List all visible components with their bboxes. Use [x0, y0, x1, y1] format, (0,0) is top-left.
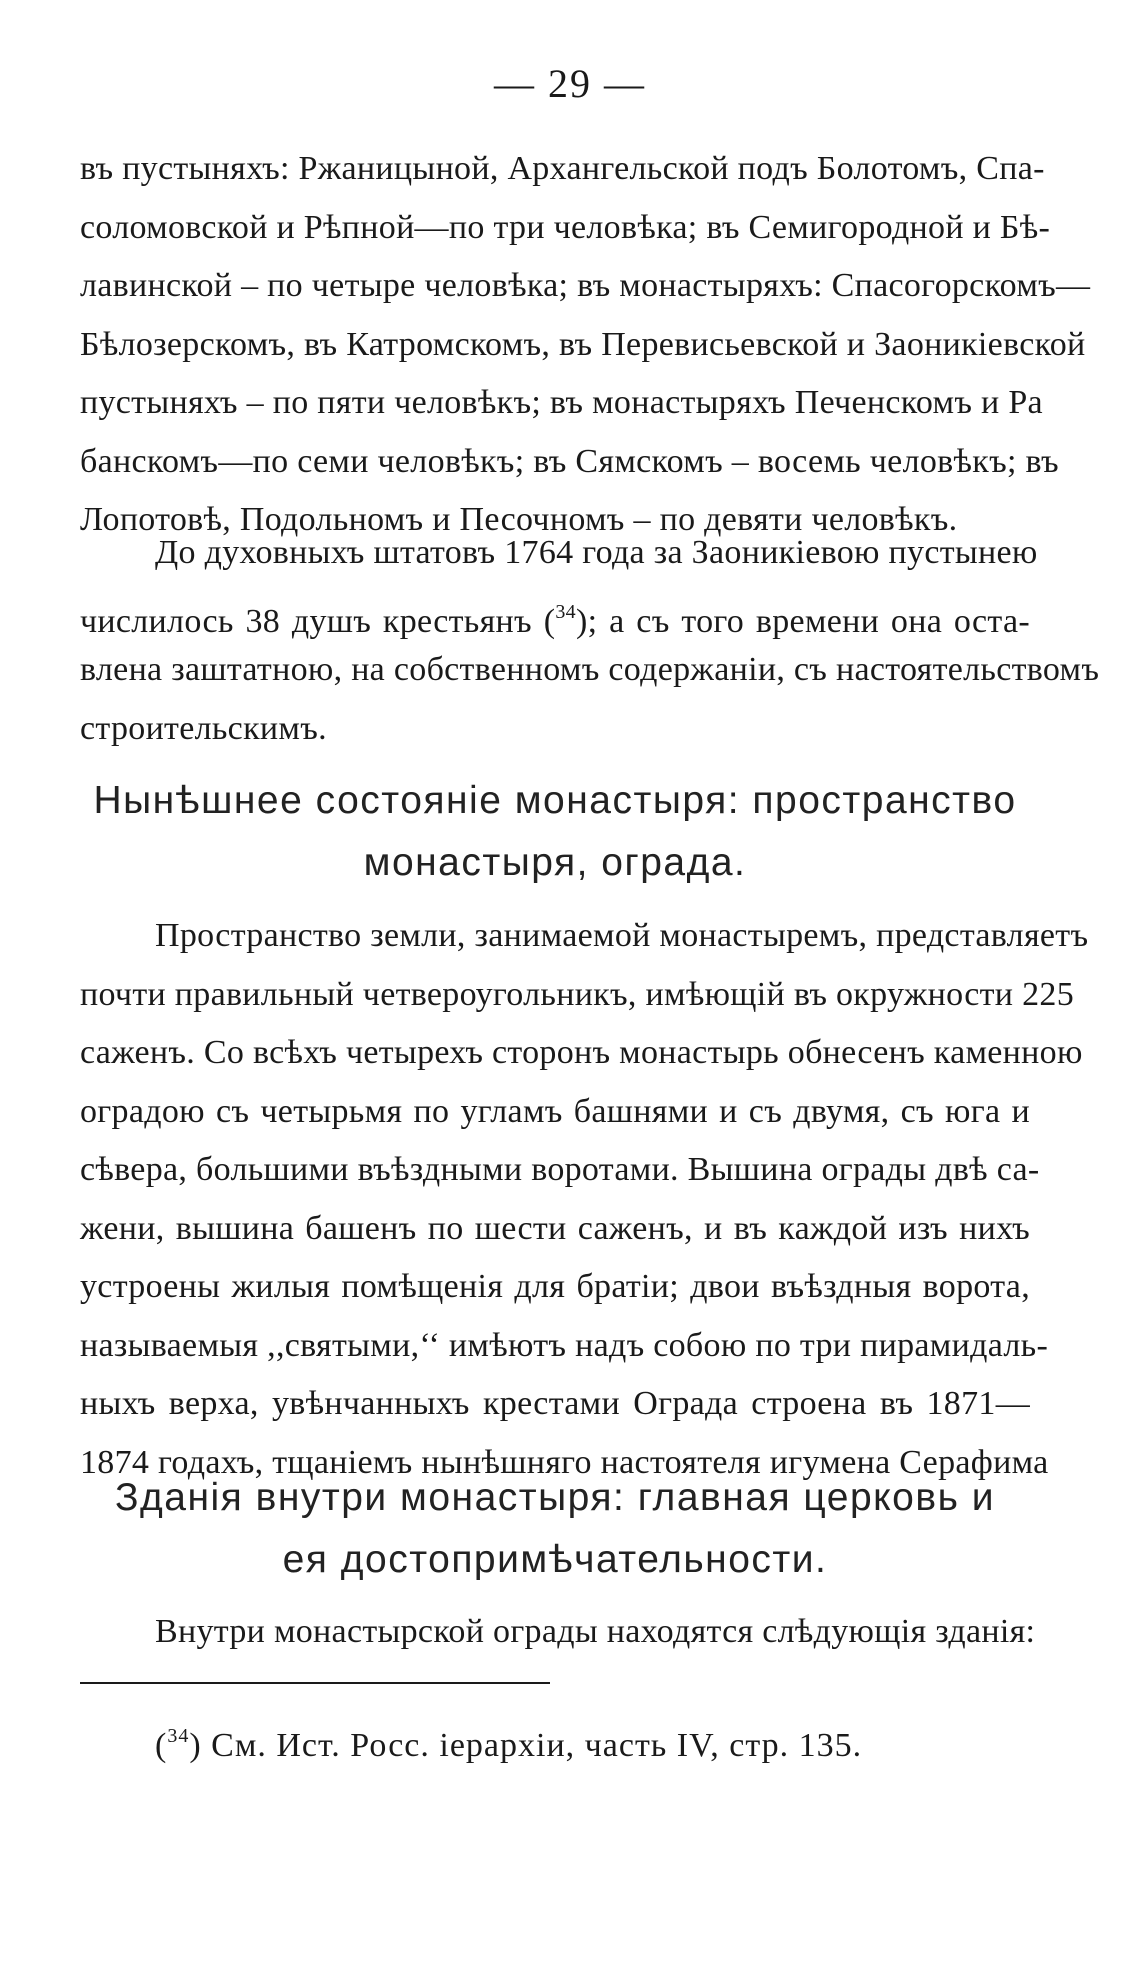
- footnote-paren-open: (: [155, 1727, 168, 1764]
- footnote-ref-number: 34: [555, 600, 576, 623]
- text-line: въ пустыняхъ: Ржаницыной, Архангельской подъ Болотомъ, Спа-: [80, 150, 1045, 187]
- heading-line: Зданія внутри монастыря: главная церковь и: [114, 1476, 996, 1519]
- text-line: строительскимъ.: [80, 709, 327, 747]
- text-line: Пространство земли, занимаемой монастыремъ, представляетъ: [155, 917, 1089, 954]
- text-line: устроены жилыя помѣщенія для братіи; двои въѣздныя ворота,: [80, 1268, 1030, 1305]
- heading-line: Нынѣшнее состояніе монастыря: пространство: [93, 779, 1017, 822]
- text-line: почти правильный четвероугольникъ, имѣющій въ окружности 225: [80, 975, 1075, 1013]
- text-line: Внутри монастырской ограды находятся слѣдующія зданія:: [155, 1613, 1036, 1650]
- text-line: сѣвера, большими въѣздными воротами. Вышина ограды двѣ са-: [80, 1151, 1040, 1188]
- footnote-reference: [555, 600, 576, 640]
- text-line: жени, вышина башенъ по шести саженъ, и въ каждой изъ нихъ: [80, 1209, 1030, 1247]
- text-line: Лопотовѣ, Подольномъ и Песочномъ – по девяти человѣкъ.: [80, 501, 958, 538]
- footnote-marker: [155, 1727, 202, 1764]
- text-line: оградою съ четырьмя по угламъ башнями и съ двумя, съ юга и: [80, 1092, 1030, 1130]
- text-line: Бѣлозерскомъ, въ Катромскомъ, въ Перевисьевской и Заоникіевской: [80, 325, 1086, 363]
- section-heading-buildings: [60, 1467, 1050, 1591]
- paragraph-monastery-space: [80, 907, 1089, 1492]
- heading-line: монастыря, ограда.: [363, 841, 747, 884]
- footnote-text: См. Ист. Росс. іерархіи, часть IV, стр. 135.: [211, 1727, 863, 1764]
- text-line: пустыняхъ – по пяти человѣкъ; въ монастыряхъ Печенскомъ и Ра: [80, 384, 1043, 421]
- section-heading-current-state: [60, 770, 1050, 894]
- paragraph-staff-counts: [80, 140, 1091, 550]
- text-fragment: ); а съ того времени она оста-: [575, 602, 1030, 640]
- text-line: До духовныхъ штатовъ 1764 года за Заоникіевою пустынею: [155, 534, 1038, 571]
- text-line: саженъ. Со всѣхъ четырехъ сторонъ монастырь обнесенъ каменною: [80, 1034, 1083, 1071]
- footnote-paren-close: ): [189, 1727, 202, 1764]
- text-line: влена заштатною, на собственномъ содержаніи, съ настоятельствомъ: [80, 651, 1100, 688]
- text-fragment: числилось 38 душъ крестьянъ (: [80, 602, 556, 640]
- heading-line: ея достопримѣчательности.: [282, 1538, 828, 1581]
- paragraph-buildings-intro: [80, 1603, 1036, 1662]
- page-number: — 29 —: [494, 61, 646, 106]
- text-line: банскомъ—по семи человѣкъ; въ Сямскомъ – восемь человѣкъ; въ: [80, 442, 1059, 480]
- text-line: соломовской и Рѣпной—по три человѣка; въ Семигородной и Бѣ-: [80, 208, 1051, 246]
- text-line: 1874 годахъ, тщаніемъ нынѣшняго настоятеля игумена Серафима: [80, 1443, 1049, 1481]
- paragraph-states-1764: [80, 524, 1100, 758]
- footnote: [155, 1725, 862, 1765]
- footnote-divider: [80, 1682, 550, 1684]
- text-line: [80, 583, 1030, 642]
- footnote-number: 34: [167, 1725, 190, 1747]
- text-line: называемыя ,,святыми,‘‘ имѣютъ надъ собою по три пирамидаль-: [80, 1326, 1049, 1364]
- text-line: ныхъ верха, увѣнчанныхъ крестами Ограда строена въ 1871—: [80, 1385, 1030, 1422]
- text-line: лавинской – по четыре человѣка; въ монастыряхъ: Спасогорскомъ—: [80, 267, 1091, 304]
